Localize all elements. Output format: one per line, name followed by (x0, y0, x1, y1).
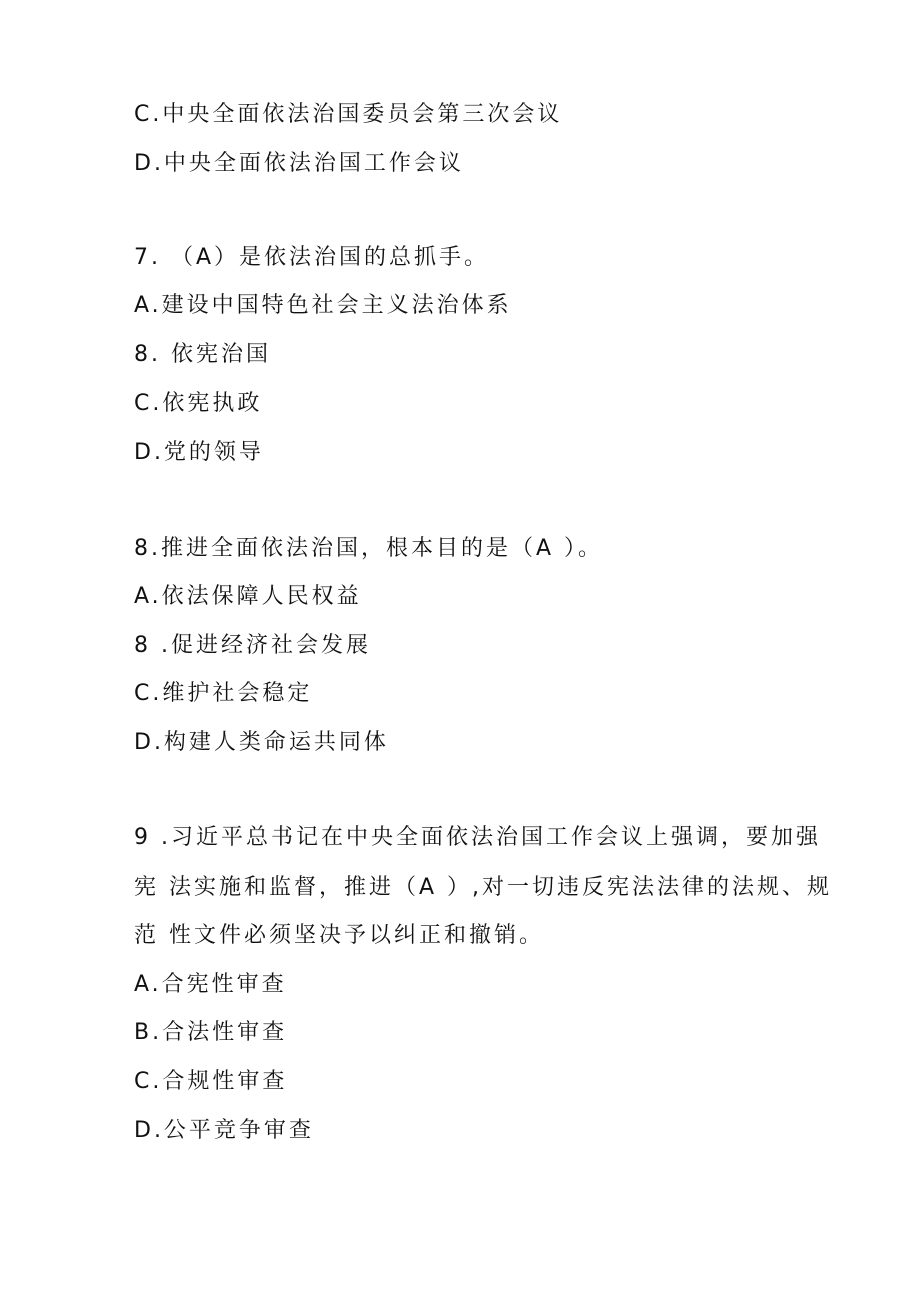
option-d-line: D.中央全面依法治国工作会议 (134, 151, 464, 176)
question-7-option-b: 8. 依宪治国 (134, 342, 271, 367)
option-c-line: C.中央全面依法治国委员会第三次会议 (134, 102, 563, 127)
question-9-stem-line-2: 宪 法实施和监督，推进（A ）,对一切违反宪法法律的法规、规 (134, 875, 833, 900)
question-9-option-a: A.合宪性审查 (134, 972, 287, 997)
question-8-option-b: 8 .促进经济社会发展 (134, 633, 371, 658)
question-7-option-c: C.依宪执政 (134, 391, 263, 416)
question-8-option-c: C.维护社会稳定 (134, 681, 313, 706)
question-8-stem: 8.推进全面依法治国，根本目的是（A ）。 (134, 536, 604, 561)
question-9-option-b: B.合法性审查 (134, 1020, 288, 1045)
question-9-option-d: D.公平竞争审查 (134, 1118, 314, 1143)
question-7-option-a: A.建设中国特色社会主义法治体系 (134, 293, 512, 318)
question-9-stem-line-3: 范 性文件必须坚决予以纠正和撤销。 (134, 923, 544, 948)
question-9-option-c: C.合规性审查 (134, 1069, 288, 1094)
question-7-option-d: D.党的领导 (134, 440, 264, 465)
question-8-option-d: D.构建人类命运共同体 (134, 730, 389, 755)
question-8-option-a: A.依法保障人民权益 (134, 584, 362, 609)
question-9-stem-line-1: 9 .习近平总书记在中央全面依法治国工作会议上强调，要加强 (134, 825, 821, 850)
question-7-stem: 7. （A）是依法治国的总抓手。 (134, 245, 490, 270)
